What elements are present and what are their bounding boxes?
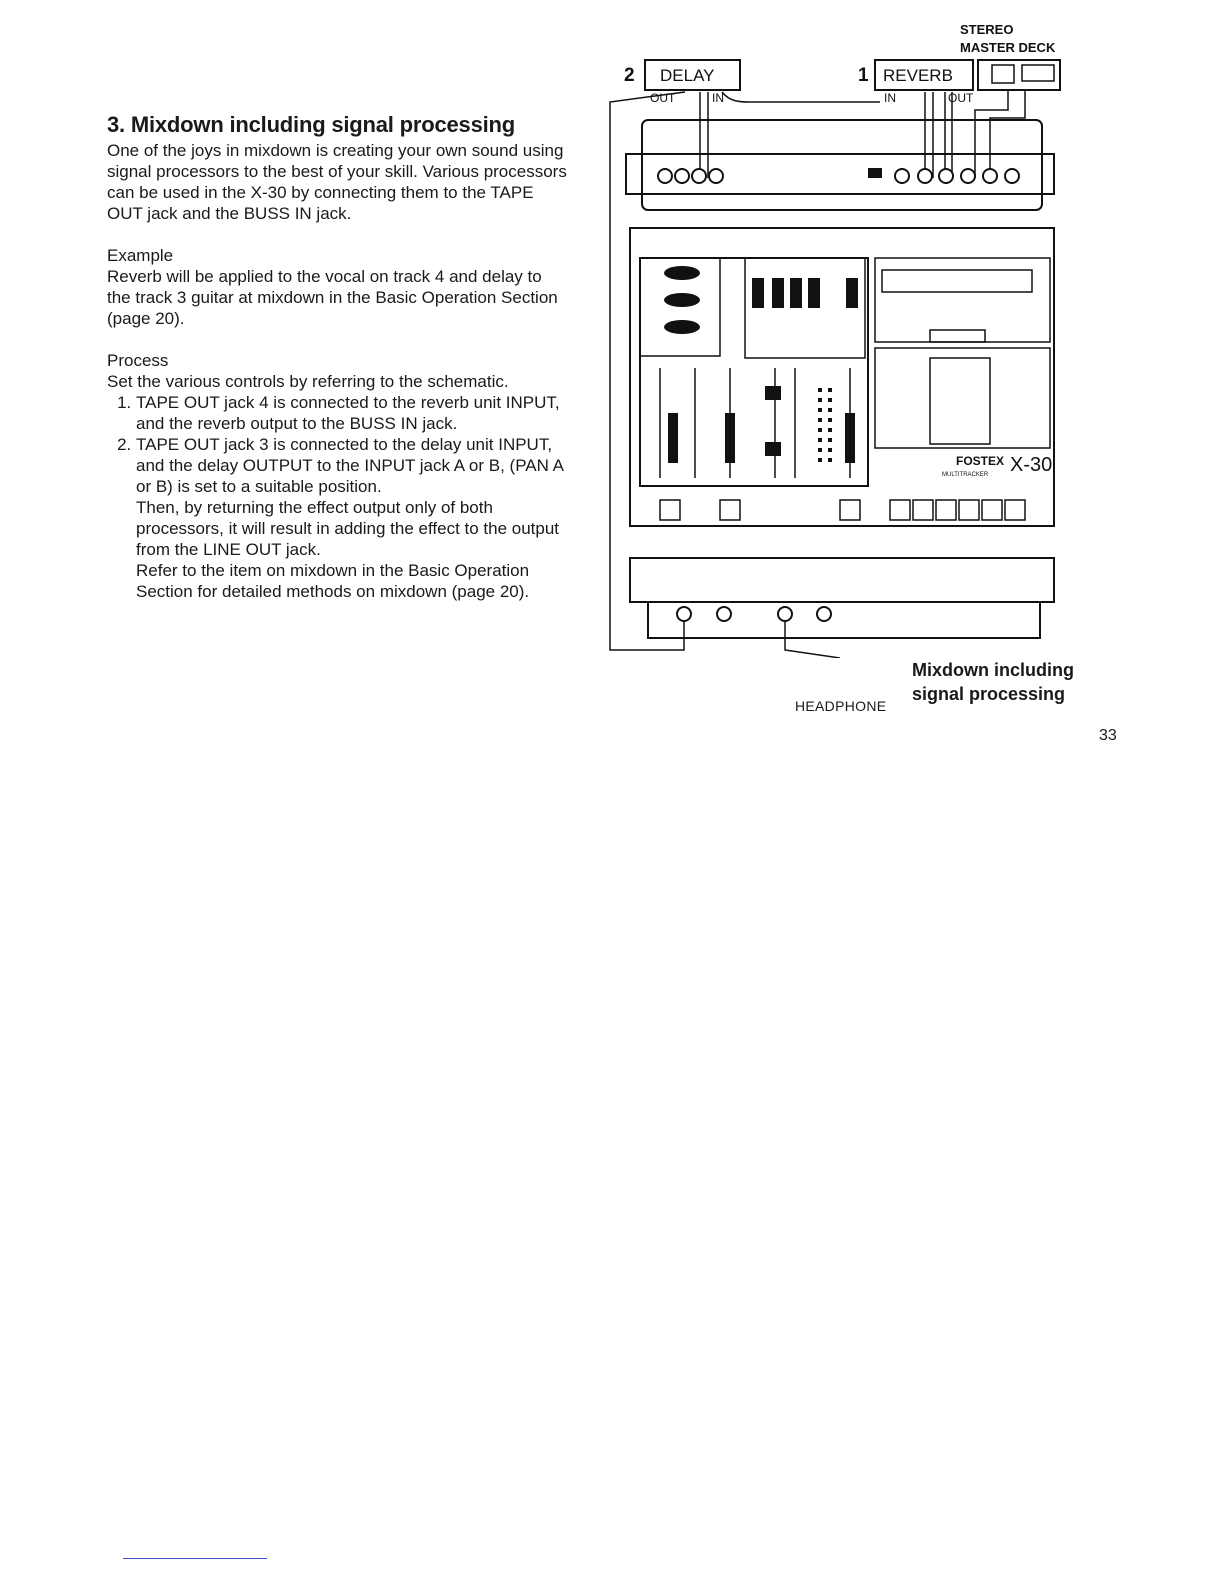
process-step-1 — [136, 392, 567, 434]
process-step-2-text: TAPE OUT jack 3 is connected to the delay unit INPUT, and the delay OUTPUT to the INPUT jack A or B, (PAN A or B) is set to a suitable position. — [136, 435, 564, 496]
x30-connection-diagram — [600, 18, 1080, 658]
transport-buttons — [660, 500, 1025, 520]
play-button — [913, 500, 933, 520]
front-jack-4 — [817, 607, 831, 621]
stop-button — [890, 500, 910, 520]
model-label: X-30 — [1010, 454, 1053, 476]
process-step-2-refer: Refer to the item on mixdown in the Basic Operation Section for detailed methods on mixdown (page 20). — [136, 561, 530, 601]
front-jack-2 — [717, 607, 731, 621]
process-step-2 — [136, 434, 567, 602]
process-step-1-text: TAPE OUT jack 4 is connected to the reverb unit INPUT, and the reverb output to the BUSS IN jack. — [136, 393, 560, 433]
x30-front-jacks-panel — [648, 602, 1040, 638]
front-jacks — [677, 607, 831, 621]
delay-label: DELAY — [660, 66, 715, 85]
counter-reset — [930, 330, 985, 342]
input-button-2 — [720, 500, 740, 520]
process-step-2-then: Then, by returning the effect output only of both processors, it will result in adding the effect to the output from the LINE OUT jack. — [136, 498, 560, 559]
record-button — [982, 500, 1002, 520]
delay-output-cable — [610, 92, 685, 650]
process-steps — [107, 392, 567, 602]
buss-in-jack-1 — [918, 169, 932, 183]
delay-out-label: OUT — [650, 91, 676, 105]
tape-out-jack-3 — [692, 169, 706, 183]
headphone-jack — [778, 607, 792, 621]
line-out-jack-l — [961, 169, 975, 183]
tape-out-jack-2 — [675, 169, 689, 183]
headphone-label: HEADPHONE — [795, 698, 887, 714]
x30-rear-body — [642, 120, 1042, 210]
input-button-3 — [840, 500, 860, 520]
master-deck-meter-icon — [1022, 65, 1054, 81]
x30-front-panel — [630, 558, 1054, 602]
buss-in-jack-2 — [939, 169, 953, 183]
page-number: 33 — [1099, 727, 1117, 744]
example-text: Reverb will be applied to the vocal on track 4 and delay to the track 3 guitar at mixdown in the Basic Operation Section (page 20). — [107, 267, 558, 328]
process-text: Set the various controls by referring to the schematic. — [107, 372, 509, 391]
reverb-in-label: IN — [884, 91, 896, 105]
input-button-1 — [660, 500, 680, 520]
figure-caption — [912, 658, 1074, 706]
fader-knobs — [668, 386, 855, 463]
knob-markers — [664, 266, 858, 334]
diagram-svg — [600, 18, 1080, 658]
body-text — [107, 140, 567, 602]
figure-caption-line2: signal processing — [912, 684, 1066, 704]
master-deck-label: MASTER DECK — [960, 40, 1056, 55]
line-out-jack-r — [983, 169, 997, 183]
reverb-number: 1 — [858, 65, 869, 86]
level-meter-dots — [818, 388, 832, 462]
footnote-rule — [123, 1558, 267, 1559]
cassette-bay — [875, 348, 1050, 448]
counter-display — [882, 270, 1032, 292]
pause-button — [1005, 500, 1025, 520]
example-title: Example — [107, 246, 174, 265]
figure-caption-line1: Mixdown including — [912, 660, 1074, 680]
power-switch — [868, 168, 882, 178]
multitracker-label: MULTITRACKER — [942, 472, 989, 478]
stereo-label: STEREO — [960, 22, 1014, 37]
reverb-out-label: OUT — [948, 91, 974, 105]
intro-paragraph: One of the joys in mixdown is creating your own sound using signal processors to the best of your skill. Various processors can be used in the X-30 by connecting them to the TAPE OUT jack and the BUSS IN jack. — [107, 141, 567, 223]
process-title: Process — [107, 351, 169, 370]
master-deck-tape-icon — [992, 65, 1014, 83]
rear-jack-5 — [895, 169, 909, 183]
brand-label: FOSTEX — [956, 454, 1005, 468]
ff-button — [959, 500, 979, 520]
delay-in-label: IN — [712, 91, 724, 105]
reverb-label: REVERB — [883, 66, 953, 85]
tape-out-jack-4 — [709, 169, 723, 183]
section-heading: 3. Mixdown including signal processing — [107, 112, 516, 137]
front-jack-1 — [677, 607, 691, 621]
delay-number: 2 — [624, 65, 635, 86]
rewind-button — [936, 500, 956, 520]
rear-jack-10 — [1005, 169, 1019, 183]
cassette-window — [930, 358, 990, 444]
rear-jacks — [658, 169, 1019, 183]
tape-out-jack-1 — [658, 169, 672, 183]
